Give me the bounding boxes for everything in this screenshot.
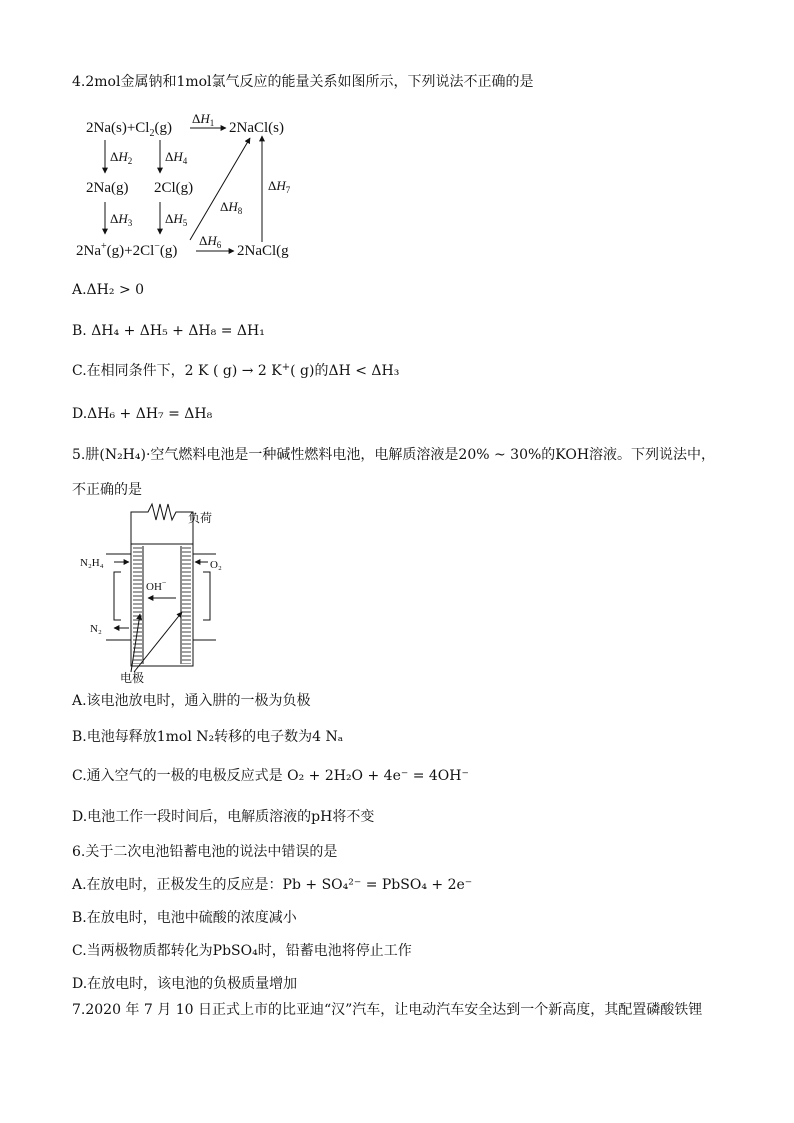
q5-fuel-cell-figure [76,502,236,684]
q5-option-a: A.该电池放电时，通入肼的一极为负极 [72,693,311,709]
product-nacl-s: 2NaCl(s) [229,120,284,136]
q5-stem-b: ·空气燃料电池是一种碱性燃料电池，电解质溶液是20% ~ 30%的KOH溶液。下列说法中， [145,447,716,463]
q5-option-d: D.电池工作一段时间后，电解质溶液的pH将不变 [72,809,375,825]
q4-option-c: C.在相同条件下，2 K ( g) → 2 K+( g)的ΔH < ΔH₃ [72,362,400,379]
q5-stem-a: 5.肼 [72,447,100,463]
q4-option-d: D.ΔH₆ + ΔH₇ = ΔH₈ [72,406,213,422]
q4-option-a: A.ΔH₂ > 0 [72,282,145,298]
cl-gas-label: 2Cl(g) [154,180,194,196]
dH2-label: $\Delta H_2$ [110,149,133,166]
q4-option-b: B. ΔH₄ + ΔH₅ + ΔH₈ = ΔH₁ [72,323,265,339]
reactants-label: $2Na(s)+Cl_2(g)$ [86,120,172,139]
dH1-label: $\Delta H_1$ [192,111,215,128]
n2-label: N₂ [90,623,102,635]
product-nacl-g: 2NaCl(g [237,243,289,259]
q5-formula: (N₂H₄) [99,447,146,463]
q7-stem: 7.2020 年 7 月 10 日正式上市的比亚迪“汉”汽车，让电动汽车安全达到一个新高度，其配置磷酸铁锂 [72,1002,703,1018]
q5-option-b: B.电池每释放1mol N₂转移的电子数为4 Nₐ [72,729,344,745]
load-label: 负荷 [188,511,213,525]
dH3-label: $\Delta H_3$ [110,211,133,228]
q4-energy-diagram [72,110,312,265]
electrode-label: 电极 [120,671,145,684]
q4-stem: 4.2mol金属钠和1mol氯气反应的能量关系如图所示，下列说法不正确的是 [72,74,534,90]
q5-stem-line1 [72,446,715,464]
q4-option-c-pre: C.在相同条件下， [72,363,185,379]
q6-option-a: A.在放电时，正极发生的反应是：Pb + SO₄²⁻ = PbSO₄ + 2e⁻ [72,877,473,893]
o2-label: O₂ [210,559,222,571]
q4-option-c-tail: ( g)的ΔH < ΔH₃ [290,363,400,379]
q6-stem: 6.关于二次电池铅蓄电池的说法中错误的是 [72,844,338,860]
dH8-arrow [190,138,250,240]
q6-option-d: D.在放电时，该电池的负极质量增加 [72,976,298,992]
q6-option-c: C.当两极物质都转化为PbSO₄时，铅蓄电池将停止工作 [72,943,412,959]
q5-stem-line2: 不正确的是 [72,482,142,498]
dH4-label: $\Delta H_4$ [165,149,188,166]
n2h4-label: N₂H₄ [80,557,104,569]
ions-label: 2Na+(g)+2Cl−(g) [76,241,178,259]
dH6-label: $\Delta H_6$ [199,233,222,250]
na-gas-label: 2Na(g) [86,180,129,196]
dH8-label: $\Delta H_8$ [220,199,243,216]
q6-option-b: B.在放电时，电池中硫酸的浓度减小 [72,910,297,926]
dH5-label: $\Delta H_5$ [165,211,188,228]
q5-option-c: C.通入空气的一极的电极反应式是 O₂ + 2H₂O + 4e⁻ = 4OH⁻ [72,768,469,784]
q4-option-c-mid: 2 K ( g) → 2 K [184,363,282,379]
oh-label: OH− [146,578,167,593]
dH7-label: $\Delta H_7$ [268,178,291,195]
